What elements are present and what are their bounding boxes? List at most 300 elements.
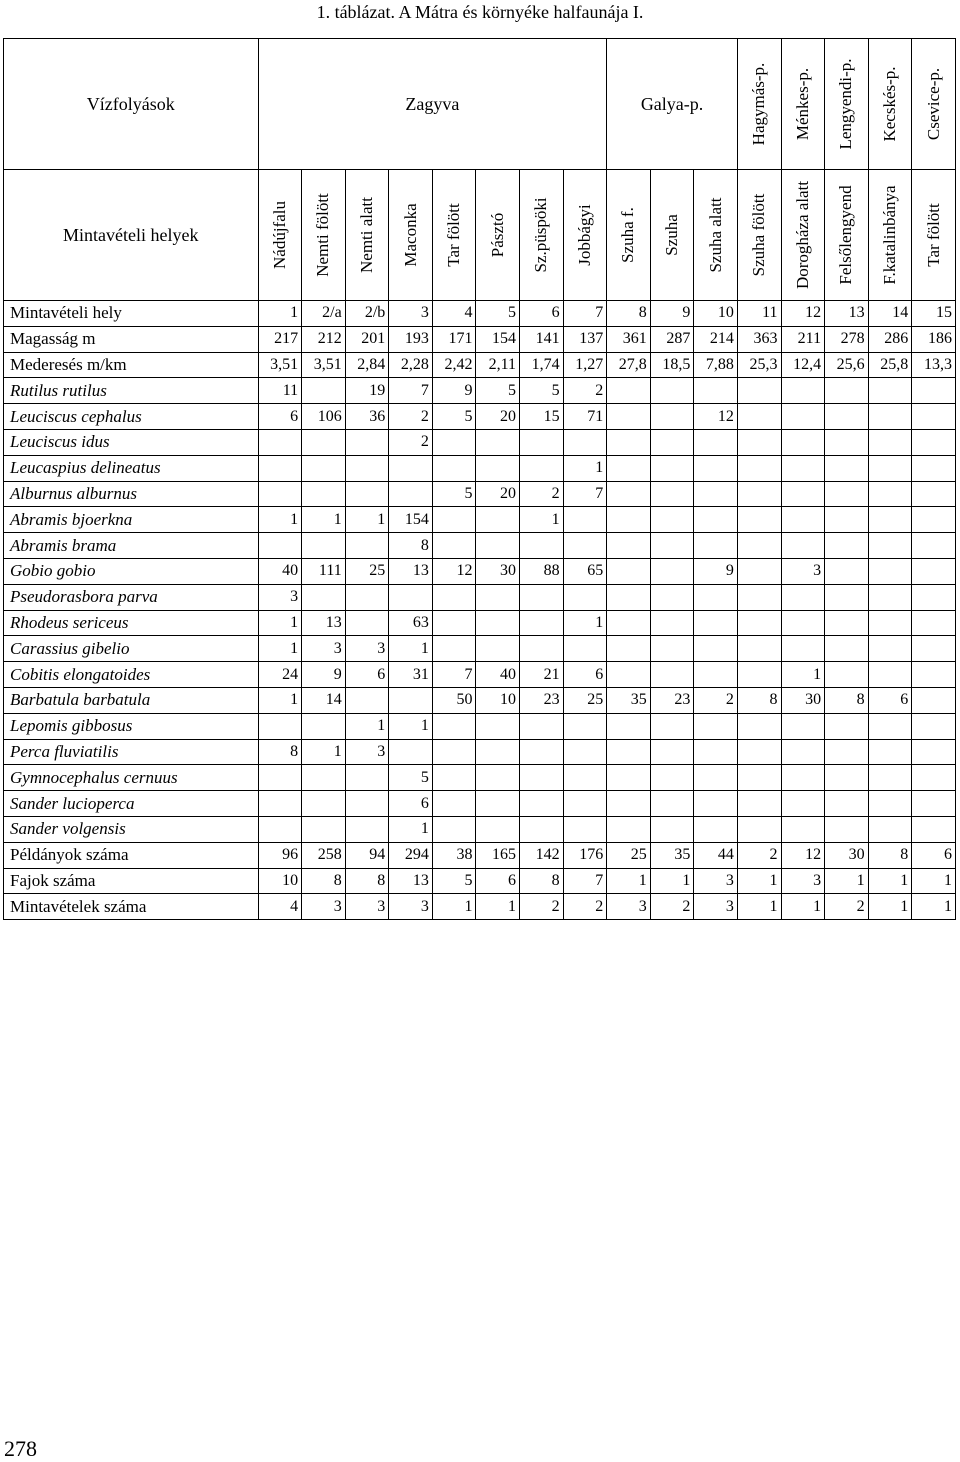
table-cell <box>607 378 651 404</box>
table-cell <box>607 481 651 507</box>
table-cell: 5 <box>476 378 520 404</box>
table-cell <box>825 481 869 507</box>
table-cell: 294 <box>389 842 433 868</box>
table-cell <box>345 687 389 713</box>
table-cell: 1 <box>737 868 781 894</box>
table-cell: 18,5 <box>650 352 694 378</box>
table-cell <box>868 378 912 404</box>
table-cell <box>607 429 651 455</box>
table-cell: 6 <box>345 662 389 688</box>
table-cell: 15 <box>912 301 956 327</box>
table-cell: 10 <box>258 868 302 894</box>
table-cell: 23 <box>520 687 564 713</box>
table-cell <box>781 507 825 533</box>
table-cell: 278 <box>825 326 869 352</box>
table-cell: 5 <box>432 481 476 507</box>
table-cell: 50 <box>432 687 476 713</box>
table-cell: 10 <box>694 301 738 327</box>
table-cell <box>607 610 651 636</box>
table-row <box>4 507 956 533</box>
table-row <box>4 610 956 636</box>
table-cell <box>563 816 607 842</box>
header-site-vertical <box>345 170 389 301</box>
table-cell <box>825 765 869 791</box>
table-cell <box>258 816 302 842</box>
table-cell <box>302 533 346 559</box>
table-cell: 142 <box>520 842 564 868</box>
table-cell <box>650 816 694 842</box>
site-name: F.katalinbánya <box>879 185 899 285</box>
table-cell <box>345 765 389 791</box>
table-cell: 2 <box>563 378 607 404</box>
table-cell: 27,8 <box>607 352 651 378</box>
table-cell: 8 <box>825 687 869 713</box>
header-site-vertical <box>781 170 825 301</box>
table-cell <box>476 765 520 791</box>
table-cell <box>607 765 651 791</box>
table-cell: 3 <box>345 739 389 765</box>
table-row <box>4 765 956 791</box>
table-cell <box>476 584 520 610</box>
table-cell: 6 <box>563 662 607 688</box>
row-label: Rutilus rutilus <box>4 378 259 404</box>
row-label: Példányok száma <box>4 842 259 868</box>
table-cell <box>389 687 433 713</box>
table-cell: 258 <box>302 842 346 868</box>
table-cell <box>650 558 694 584</box>
table-cell: 24 <box>258 662 302 688</box>
table-cell: 7 <box>563 301 607 327</box>
table-cell: 1 <box>825 868 869 894</box>
table-cell: 6 <box>912 842 956 868</box>
table-cell: 2,28 <box>389 352 433 378</box>
table-cell <box>476 507 520 533</box>
table-cell <box>389 584 433 610</box>
river-name: Ménkes-p. <box>792 67 812 141</box>
site-name: Szuha fölött <box>749 193 769 277</box>
table-cell: 3 <box>302 894 346 920</box>
table-cell: 20 <box>476 404 520 430</box>
table-cell <box>432 739 476 765</box>
table-cell <box>825 636 869 662</box>
table-cell: 5 <box>476 301 520 327</box>
table-cell <box>694 533 738 559</box>
table-cell <box>607 816 651 842</box>
table-cell <box>737 610 781 636</box>
table-row <box>4 739 956 765</box>
table-cell <box>912 662 956 688</box>
table-cell <box>781 455 825 481</box>
table-cell <box>694 455 738 481</box>
table-cell: 201 <box>345 326 389 352</box>
table-cell <box>781 713 825 739</box>
table-cell <box>345 455 389 481</box>
table-cell: 6 <box>389 791 433 817</box>
table-cell <box>694 636 738 662</box>
header-river-vertical <box>737 39 781 170</box>
table-cell <box>868 404 912 430</box>
table-cell <box>868 558 912 584</box>
table-cell: 2 <box>520 894 564 920</box>
table-cell <box>432 791 476 817</box>
table-cell: 1 <box>912 894 956 920</box>
table-cell <box>825 816 869 842</box>
table-cell: 8 <box>520 868 564 894</box>
table-cell <box>476 636 520 662</box>
table-cell <box>302 584 346 610</box>
table-cell <box>868 765 912 791</box>
table-cell: 171 <box>432 326 476 352</box>
table-cell: 193 <box>389 326 433 352</box>
table-cell <box>825 558 869 584</box>
site-name: Nemti alatt <box>357 196 376 274</box>
table-cell <box>476 610 520 636</box>
table-cell: 30 <box>476 558 520 584</box>
table-cell: 1 <box>302 507 346 533</box>
table-cell <box>825 533 869 559</box>
table-cell <box>258 765 302 791</box>
table-cell: 3 <box>607 894 651 920</box>
table-cell <box>694 791 738 817</box>
table-cell <box>258 481 302 507</box>
table-cell <box>607 662 651 688</box>
table-cell <box>737 455 781 481</box>
table-cell: 1 <box>476 894 520 920</box>
table-cell <box>737 765 781 791</box>
table-cell: 9 <box>650 301 694 327</box>
table-row <box>4 301 956 327</box>
site-name: Dorogháza alatt <box>792 180 812 290</box>
table-cell <box>694 584 738 610</box>
row-label: Gymnocephalus cernuus <box>4 765 259 791</box>
table-cell <box>781 791 825 817</box>
table-cell: 9 <box>302 662 346 688</box>
table-cell: 1 <box>258 610 302 636</box>
table-cell <box>476 713 520 739</box>
table-cell <box>345 533 389 559</box>
site-name: Sz.püspöki <box>531 197 551 273</box>
table-cell <box>520 610 564 636</box>
row-label: Lepomis gibbosus <box>4 713 259 739</box>
table-cell: 1 <box>345 507 389 533</box>
table-cell <box>825 429 869 455</box>
table-cell <box>825 507 869 533</box>
table-row <box>4 481 956 507</box>
header-row-sites <box>4 170 956 301</box>
table-cell: 111 <box>302 558 346 584</box>
table-cell: 11 <box>737 301 781 327</box>
table-cell: 35 <box>607 687 651 713</box>
table-cell: 3,51 <box>258 352 302 378</box>
table-cell: 9 <box>694 558 738 584</box>
site-name: Tar fölött <box>444 203 464 267</box>
table-cell: 1 <box>737 894 781 920</box>
header-site-vertical <box>476 170 520 301</box>
table-cell <box>476 739 520 765</box>
table-cell <box>345 791 389 817</box>
table-cell: 3,51 <box>302 352 346 378</box>
table-cell: 38 <box>432 842 476 868</box>
table-cell <box>650 791 694 817</box>
table-cell <box>520 713 564 739</box>
table-cell <box>432 636 476 662</box>
table-row <box>4 687 956 713</box>
table-cell: 13 <box>389 558 433 584</box>
table-cell <box>520 455 564 481</box>
table-cell: 1 <box>563 610 607 636</box>
header-site-vertical <box>432 170 476 301</box>
table-cell: 25 <box>607 842 651 868</box>
table-cell: 7 <box>389 378 433 404</box>
table-cell <box>737 507 781 533</box>
table-cell: 6 <box>520 301 564 327</box>
table-cell: 14 <box>302 687 346 713</box>
table-cell: 186 <box>912 326 956 352</box>
table-cell <box>650 429 694 455</box>
table-cell <box>476 533 520 559</box>
table-cell <box>345 481 389 507</box>
table-cell <box>868 636 912 662</box>
table-cell: 20 <box>476 481 520 507</box>
table-row <box>4 713 956 739</box>
table-cell: 25,8 <box>868 352 912 378</box>
table-row <box>4 326 956 352</box>
table-cell: 106 <box>302 404 346 430</box>
table-cell: 63 <box>389 610 433 636</box>
table-cell: 6 <box>476 868 520 894</box>
table-cell: 15 <box>520 404 564 430</box>
table-cell <box>607 455 651 481</box>
table-cell: 8 <box>302 868 346 894</box>
table-cell <box>781 378 825 404</box>
table-cell <box>258 429 302 455</box>
table-cell: 44 <box>694 842 738 868</box>
table-cell <box>912 791 956 817</box>
row-label: Carassius gibelio <box>4 636 259 662</box>
table-cell: 7,88 <box>694 352 738 378</box>
table-cell <box>694 713 738 739</box>
table-cell: 13 <box>825 301 869 327</box>
table-cell <box>694 610 738 636</box>
table-cell: 1 <box>650 868 694 894</box>
row-label: Gobio gobio <box>4 558 259 584</box>
table-cell <box>868 429 912 455</box>
table-cell: 154 <box>389 507 433 533</box>
row-label: Leucaspius delineatus <box>4 455 259 481</box>
table-cell <box>563 636 607 662</box>
header-river-vertical <box>912 39 956 170</box>
river-name: Csevice-p. <box>923 67 943 141</box>
table-cell <box>607 791 651 817</box>
site-name: Szuha <box>662 214 682 256</box>
table-cell <box>825 791 869 817</box>
table-cell: 1 <box>389 713 433 739</box>
table-cell: 12 <box>781 842 825 868</box>
table-cell: 363 <box>737 326 781 352</box>
row-label: Barbatula barbatula <box>4 687 259 713</box>
table-cell <box>432 507 476 533</box>
table-cell <box>912 404 956 430</box>
table-cell: 4 <box>258 894 302 920</box>
table-cell: 1 <box>258 687 302 713</box>
table-cell <box>781 610 825 636</box>
table-cell: 12 <box>694 404 738 430</box>
table-cell <box>520 584 564 610</box>
table-cell: 1 <box>781 894 825 920</box>
table-cell <box>607 713 651 739</box>
table-cell: 12 <box>781 301 825 327</box>
table-cell <box>868 816 912 842</box>
table-cell <box>825 739 869 765</box>
table-cell: 2,11 <box>476 352 520 378</box>
table-cell <box>650 713 694 739</box>
table-cell <box>912 507 956 533</box>
table-row <box>4 455 956 481</box>
table-cell: 2/b <box>345 301 389 327</box>
site-name: Jobbágyi <box>574 204 594 266</box>
table-cell: 36 <box>345 404 389 430</box>
table-cell: 154 <box>476 326 520 352</box>
table-cell <box>389 739 433 765</box>
table-cell: 6 <box>868 687 912 713</box>
table-cell: 11 <box>258 378 302 404</box>
table-cell: 3 <box>781 868 825 894</box>
table-cell <box>650 507 694 533</box>
table-cell: 2 <box>650 894 694 920</box>
table-cell: 1 <box>563 455 607 481</box>
table-row <box>4 429 956 455</box>
table-cell <box>607 739 651 765</box>
table-row <box>4 558 956 584</box>
row-label: Leuciscus cephalus <box>4 404 259 430</box>
table-cell: 9 <box>432 378 476 404</box>
river-name: Kecskés-p. <box>879 66 899 142</box>
table-cell <box>607 584 651 610</box>
table-cell <box>432 455 476 481</box>
table-cell: 1 <box>258 301 302 327</box>
table-cell <box>520 636 564 662</box>
site-name: Tar fölött <box>923 203 943 267</box>
table-row <box>4 584 956 610</box>
table-cell: 8 <box>258 739 302 765</box>
row-label: Alburnus alburnus <box>4 481 259 507</box>
header-site-vertical <box>607 170 651 301</box>
table-cell <box>258 455 302 481</box>
table-cell: 94 <box>345 842 389 868</box>
table-cell: 3 <box>258 584 302 610</box>
table-cell <box>563 429 607 455</box>
table-row <box>4 791 956 817</box>
table-cell <box>302 765 346 791</box>
table-cell: 1 <box>389 636 433 662</box>
table-cell <box>912 713 956 739</box>
site-name: Szuha f. <box>618 207 638 263</box>
table-cell: 19 <box>345 378 389 404</box>
table-cell: 23 <box>650 687 694 713</box>
table-cell <box>781 429 825 455</box>
table-cell: 3 <box>781 558 825 584</box>
table-cell <box>345 429 389 455</box>
table-cell: 2,42 <box>432 352 476 378</box>
table-cell <box>912 739 956 765</box>
table-cell <box>781 584 825 610</box>
table-cell <box>650 610 694 636</box>
table-cell: 214 <box>694 326 738 352</box>
table-cell: 1 <box>912 868 956 894</box>
table-cell <box>694 765 738 791</box>
fish-fauna-table <box>3 38 956 924</box>
table-cell <box>432 610 476 636</box>
table-cell <box>912 610 956 636</box>
table-cell <box>650 404 694 430</box>
table-cell <box>868 662 912 688</box>
table-cell: 65 <box>563 558 607 584</box>
table-cell: 2 <box>389 404 433 430</box>
table-cell: 40 <box>476 662 520 688</box>
table-cell <box>825 713 869 739</box>
header-site-vertical <box>694 170 738 301</box>
site-name: Pásztó <box>487 212 507 258</box>
table-cell <box>345 610 389 636</box>
header-river-vertical <box>781 39 825 170</box>
table-cell <box>694 662 738 688</box>
table-cell: 13,3 <box>912 352 956 378</box>
table-cell: 286 <box>868 326 912 352</box>
table-cell: 21 <box>520 662 564 688</box>
table-cell: 25,6 <box>825 352 869 378</box>
table-cell: 5 <box>389 765 433 791</box>
table-cell <box>650 533 694 559</box>
table-cell <box>650 739 694 765</box>
header-site-vertical <box>258 170 302 301</box>
table-cell: 40 <box>258 558 302 584</box>
table-cell: 5 <box>432 404 476 430</box>
table-title: 1. táblázat. A Mátra és környéke halfaunája I. <box>316 2 644 22</box>
table-cell <box>868 739 912 765</box>
table-cell <box>868 713 912 739</box>
table-cell <box>520 533 564 559</box>
table-cell: 1 <box>345 713 389 739</box>
table-cell <box>258 533 302 559</box>
table-cell <box>302 713 346 739</box>
table-cell <box>650 662 694 688</box>
site-name: Felsőlengyend <box>836 185 856 285</box>
table-cell <box>520 765 564 791</box>
table-cell <box>302 481 346 507</box>
table-cell: 14 <box>868 301 912 327</box>
row-label: Cobitis elongatoides <box>4 662 259 688</box>
table-cell <box>868 610 912 636</box>
table-cell: 1 <box>258 636 302 662</box>
table-cell <box>520 791 564 817</box>
table-cell <box>650 636 694 662</box>
site-name: Nádújfalu <box>269 201 289 269</box>
table-cell: 5 <box>432 868 476 894</box>
table-cell: 1 <box>868 894 912 920</box>
header-site-vertical <box>520 170 564 301</box>
table-cell <box>737 791 781 817</box>
table-cell <box>825 662 869 688</box>
header-site-vertical <box>912 170 956 301</box>
header-galya: Galya-p. <box>607 39 738 170</box>
header-river-vertical <box>868 39 912 170</box>
site-name: Maconka <box>400 203 420 267</box>
table-cell: 2 <box>389 429 433 455</box>
table-cell <box>432 584 476 610</box>
table-cell <box>781 636 825 662</box>
table-cell: 8 <box>389 533 433 559</box>
table-row <box>4 404 956 430</box>
